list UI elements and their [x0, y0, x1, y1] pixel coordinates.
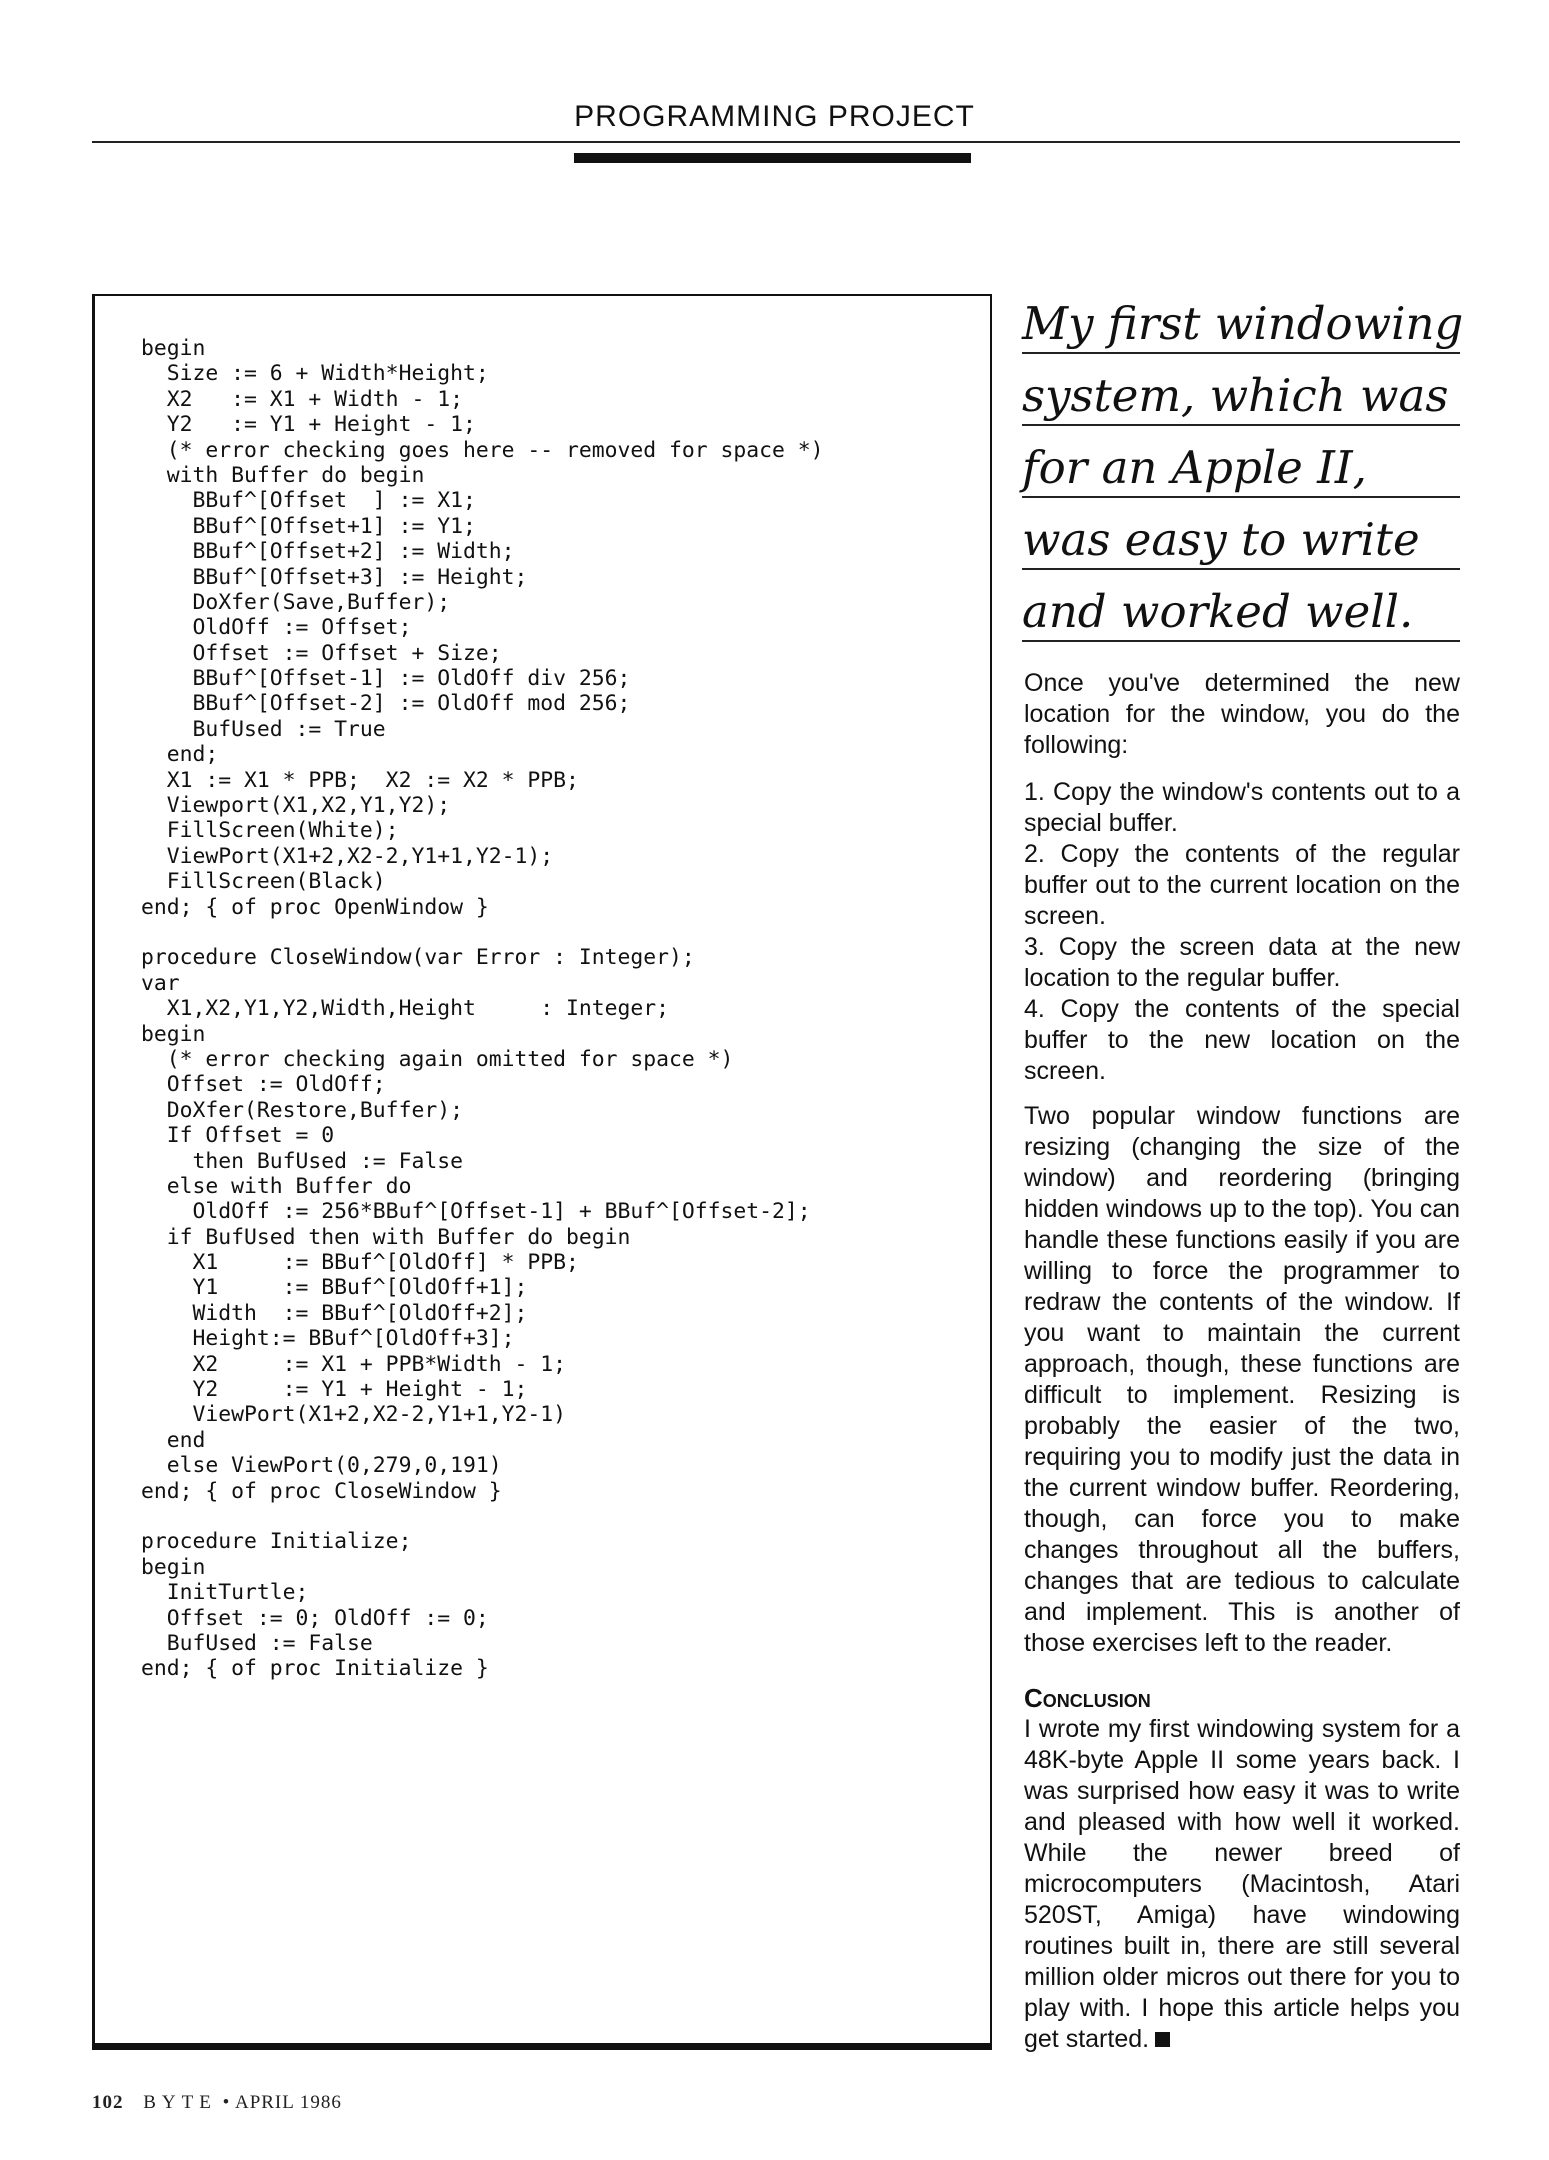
code-line: OldOff := 256*BBuf^[Offset-1] + BBuf^[Offset-2]; [141, 1199, 811, 1225]
code-line: ViewPort(X1+2,X2-2,Y1+1,Y2-1); [141, 843, 554, 869]
code-line: Y2 := Y1 + Height - 1; [141, 412, 476, 438]
code-line: begin [141, 336, 206, 361]
code-line: BBuf^[Offset ] := X1; [141, 488, 476, 514]
code-line: end; { of proc CloseWindow } [141, 1478, 502, 1504]
code-line: then BufUsed := False [141, 1148, 463, 1174]
conclusion-heading: Conclusion [1024, 1683, 1151, 1713]
step-item: 3. Copy the screen data at the new location to the regular buffer. [1024, 933, 1460, 992]
body-paragraph: Two popular window functions are resizing (changing the size of the window) and reordering (bringing hidden windows up to the top). You can handle these functions easily if you are willing to force the programmer to redraw the contents of the window. If you want to maintain the current approach, though, these functions are difficult to implement. Resizing is probably the easier of the two, requiring you to modify just the data in the current window buffer. Reordering, though, can force you to make changes throughout all the buffers, changes that are tedious to calculate and implement. This is another of those exercises left to the reader. [1024, 1102, 1460, 1657]
code-line: BufUsed := False [141, 1630, 373, 1656]
code-line: procedure CloseWindow(var Error : Integer); [141, 945, 695, 971]
page-footer [92, 2092, 342, 2114]
code-line: BBuf^[Offset+3] := Height; [141, 564, 528, 590]
code-line: BBuf^[Offset-2] := OldOff mod 256; [141, 691, 631, 717]
pull-quote-line: system, which was [1022, 354, 1460, 426]
code-line: Viewport(X1,X2,Y1,Y2); [141, 793, 451, 819]
code-line: DoXfer(Restore,Buffer); [141, 1097, 463, 1123]
code-line: end; { of proc OpenWindow } [141, 894, 489, 920]
code-line: If Offset = 0 [141, 1123, 335, 1149]
pull-quote-line: and worked well. [1022, 570, 1460, 642]
code-line: Size := 6 + Width*Height; [141, 361, 489, 387]
code-line: Offset := 0; OldOff := 0; [141, 1605, 489, 1631]
code-line: Height:= BBuf^[OldOff+3]; [141, 1326, 515, 1352]
code-line: DoXfer(Save,Buffer); [141, 589, 451, 615]
code-line: BBuf^[Offset-1] := OldOff div 256; [141, 666, 631, 692]
code-line: FillScreen(Black) [141, 869, 386, 895]
code-line: else with Buffer do [141, 1173, 412, 1199]
code-line [141, 1504, 824, 1529]
end-mark-icon [1155, 2032, 1170, 2047]
code-line: with Buffer do begin [141, 462, 425, 488]
code-line: Y1 := BBuf^[OldOff+1]; [141, 1275, 528, 1301]
magazine-name: BYTE [143, 2092, 217, 2113]
section-title: PROGRAMMING PROJECT [574, 100, 975, 133]
code-line: InitTurtle; [141, 1580, 309, 1606]
code-line: begin [141, 1554, 206, 1580]
code-line: BBuf^[Offset+1] := Y1; [141, 513, 476, 539]
code-line: X2 := X1 + PPB*Width - 1; [141, 1351, 566, 1377]
code-line: OldOff := Offset; [141, 615, 412, 641]
code-line: if BufUsed then with Buffer do begin [141, 1224, 631, 1250]
code-line: var [141, 970, 180, 996]
pull-quote-line: was easy to write [1022, 498, 1460, 570]
code-listing [141, 336, 824, 1682]
code-line: X1,X2,Y1,Y2,Width,Height : Integer; [141, 996, 670, 1022]
code-line: (* error checking goes here -- removed for space *) [141, 437, 824, 463]
code-line: Width := BBuf^[OldOff+2]; [141, 1300, 528, 1326]
step-item: 2. Copy the contents of the regular buffer out to the current location on the screen. [1024, 840, 1460, 930]
code-line: X1 := BBuf^[OldOff] * PPB; [141, 1250, 579, 1276]
conclusion-paragraph [1024, 1714, 1460, 2055]
article-body [1024, 668, 1460, 2071]
page-number: 102 [92, 2092, 124, 2113]
code-line: end [141, 1427, 206, 1453]
code-line: Y2 := Y1 + Height - 1; [141, 1377, 528, 1403]
step-item: 4. Copy the contents of the special buffer to the new location on the screen. [1024, 995, 1460, 1085]
intro-paragraph: Once you've determined the new location for the window, you do the following: [1024, 669, 1460, 759]
code-line: X1 := X1 * PPB; X2 := X2 * PPB; [141, 767, 579, 793]
header-rule [92, 141, 1460, 143]
pull-quote [1022, 282, 1464, 642]
code-line: end; [141, 742, 219, 768]
issue-date: APRIL 1986 [234, 2092, 342, 2113]
code-line: (* error checking again omitted for space *) [141, 1046, 734, 1072]
code-line: end; { of proc Initialize } [141, 1656, 489, 1682]
conclusion-text: I wrote my first windowing system for a 48K-byte Apple II some years back. I was surprised how easy it was to write and pleased with how well it worked. While the newer breed of microcomputers (Macintosh, Atari 520ST, Amiga) have windowing routines built in, there are still several million older micros out there for you to play with. I hope this article helps you get started. [1024, 1715, 1460, 2053]
code-line: BufUsed := True [141, 716, 386, 742]
code-line: Offset := Offset + Size; [141, 640, 502, 666]
header-bar [574, 153, 971, 163]
code-line: X2 := X1 + Width - 1; [141, 386, 463, 412]
code-line: procedure Initialize; [141, 1529, 412, 1555]
step-item: 1. Copy the window's contents out to a special buffer. [1024, 778, 1460, 837]
code-line: Offset := OldOff; [141, 1072, 386, 1098]
code-line: FillScreen(White); [141, 818, 399, 844]
code-line: BBuf^[Offset+2] := Width; [141, 539, 515, 565]
footer-separator: • [222, 2092, 231, 2113]
pull-quote-line: My first windowing [1022, 282, 1460, 354]
code-line: ViewPort(X1+2,X2-2,Y1+1,Y2-1) [141, 1402, 566, 1428]
code-line: else ViewPort(0,279,0,191) [141, 1453, 502, 1479]
code-line [141, 920, 824, 945]
steps-list [1024, 777, 1460, 1087]
pull-quote-line: for an Apple II, [1022, 426, 1460, 498]
code-listing-box [92, 294, 992, 2050]
code-line: begin [141, 1021, 206, 1047]
